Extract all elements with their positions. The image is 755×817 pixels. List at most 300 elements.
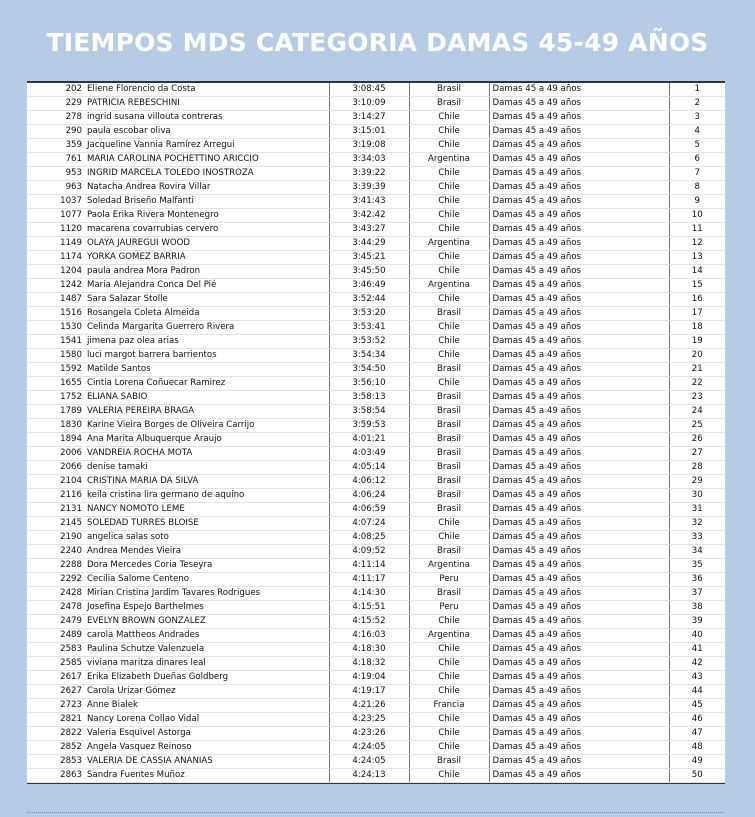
position-cell: 48 (669, 741, 725, 755)
finish-time-cell: 4:24:05 (329, 755, 409, 769)
country-cell: Chile (409, 195, 489, 209)
finish-time-cell: 3:53:52 (329, 335, 409, 349)
position-cell: 45 (669, 699, 725, 713)
country-cell: Chile (409, 727, 489, 741)
table-row (27, 349, 725, 363)
category-cell: Damas 45 a 49 años (489, 769, 669, 783)
country-cell: Brasil (409, 433, 489, 447)
table-row (27, 503, 725, 517)
table-row (27, 251, 725, 265)
category-cell: Damas 45 a 49 años (489, 615, 669, 629)
position-cell: 35 (669, 559, 725, 573)
country-cell: Chile (409, 293, 489, 307)
category-cell: Damas 45 a 49 años (489, 517, 669, 531)
position-cell: 38 (669, 601, 725, 615)
runner-name-cell: Angela Vasquez Reinoso (85, 741, 329, 755)
runner-name-cell: viviana maritza dinares leal (85, 657, 329, 671)
country-cell: Chile (409, 223, 489, 237)
table-row (27, 713, 725, 727)
runner-name-cell: ELIANA SABIO (85, 391, 329, 405)
position-cell: 40 (669, 629, 725, 643)
table-row (27, 601, 725, 615)
table-row (27, 475, 725, 489)
table-row (27, 139, 725, 153)
position-cell: 14 (669, 265, 725, 279)
country-cell: Brasil (409, 405, 489, 419)
runner-name-cell: Paola Erika Rivera Montenegro (85, 209, 329, 223)
country-cell: Brasil (409, 489, 489, 503)
position-cell: 15 (669, 279, 725, 293)
position-cell: 36 (669, 573, 725, 587)
bib-number-cell: 1830 (27, 419, 85, 433)
position-cell: 2 (669, 97, 725, 111)
finish-time-cell: 4:23:25 (329, 713, 409, 727)
bib-number-cell: 2478 (27, 601, 85, 615)
category-cell: Damas 45 a 49 años (489, 629, 669, 643)
finish-time-cell: 3:52:44 (329, 293, 409, 307)
country-cell: Brasil (409, 83, 489, 97)
table-row (27, 97, 725, 111)
country-cell: Chile (409, 167, 489, 181)
runner-name-cell: Sandra Fuentes Muñoz (85, 769, 329, 783)
category-cell: Damas 45 a 49 años (489, 531, 669, 545)
table-row (27, 461, 725, 475)
position-cell: 42 (669, 657, 725, 671)
runner-name-cell: Rosangela Coleta Almeida (85, 307, 329, 321)
country-cell: Argentina (409, 237, 489, 251)
finish-time-cell: 4:06:24 (329, 489, 409, 503)
runner-name-cell: Paulina Schutze Valenzuela (85, 643, 329, 657)
category-cell: Damas 45 a 49 años (489, 335, 669, 349)
finish-time-cell: 3:54:34 (329, 349, 409, 363)
position-cell: 39 (669, 615, 725, 629)
table-row (27, 489, 725, 503)
bib-number-cell: 2863 (27, 769, 85, 783)
table-row (27, 167, 725, 181)
bib-number-cell: 2116 (27, 489, 85, 503)
bib-number-cell: 1149 (27, 237, 85, 251)
country-cell: Peru (409, 573, 489, 587)
position-cell: 23 (669, 391, 725, 405)
finish-time-cell: 4:07:24 (329, 517, 409, 531)
category-cell: Damas 45 a 49 años (489, 573, 669, 587)
bib-number-cell: 2852 (27, 741, 85, 755)
table-row (27, 545, 725, 559)
country-cell: Chile (409, 349, 489, 363)
position-cell: 13 (669, 251, 725, 265)
results-sheet (27, 81, 725, 784)
finish-time-cell: 4:16:03 (329, 629, 409, 643)
runner-name-cell: Mirian Cristina Jardim Tavares Rodrigues (85, 587, 329, 601)
finish-time-cell: 4:11:14 (329, 559, 409, 573)
position-cell: 31 (669, 503, 725, 517)
category-cell: Damas 45 a 49 años (489, 489, 669, 503)
category-cell: Damas 45 a 49 años (489, 475, 669, 489)
bib-number-cell: 1487 (27, 293, 85, 307)
position-cell: 50 (669, 769, 725, 783)
runner-name-cell: Karine Vieira Borges de Oliveira Carrijo (85, 419, 329, 433)
bib-number-cell: 963 (27, 181, 85, 195)
category-cell: Damas 45 a 49 años (489, 223, 669, 237)
country-cell: Chile (409, 139, 489, 153)
bib-number-cell: 1752 (27, 391, 85, 405)
finish-time-cell: 4:03:49 (329, 447, 409, 461)
bib-number-cell: 2428 (27, 587, 85, 601)
finish-time-cell: 3:41:43 (329, 195, 409, 209)
bib-number-cell: 2131 (27, 503, 85, 517)
table-row (27, 769, 725, 783)
category-cell: Damas 45 a 49 años (489, 699, 669, 713)
country-cell: Argentina (409, 629, 489, 643)
position-cell: 17 (669, 307, 725, 321)
bib-number-cell: 2489 (27, 629, 85, 643)
country-cell: Brasil (409, 755, 489, 769)
table-row (27, 125, 725, 139)
finish-time-cell: 3:45:21 (329, 251, 409, 265)
country-cell: Chile (409, 111, 489, 125)
position-cell: 12 (669, 237, 725, 251)
runner-name-cell: SOLEDAD TURRES BLOISE (85, 517, 329, 531)
country-cell: Brasil (409, 363, 489, 377)
runner-name-cell: paula escobar oliva (85, 125, 329, 139)
runner-name-cell: Ana Marita Albuquerque Araujo (85, 433, 329, 447)
table-row (27, 83, 725, 97)
bib-number-cell: 2240 (27, 545, 85, 559)
category-cell: Damas 45 a 49 años (489, 713, 669, 727)
bib-number-cell: 1592 (27, 363, 85, 377)
bib-number-cell: 2288 (27, 559, 85, 573)
position-cell: 33 (669, 531, 725, 545)
table-row (27, 181, 725, 195)
bib-number-cell: 2723 (27, 699, 85, 713)
runner-name-cell: carola Mattheos Andrades (85, 629, 329, 643)
runner-name-cell: Valeria Esquivel Astorga (85, 727, 329, 741)
position-cell: 44 (669, 685, 725, 699)
category-cell: Damas 45 a 49 años (489, 251, 669, 265)
runner-name-cell: NANCY NOMOTO LEME (85, 503, 329, 517)
table-bottom-border (27, 783, 725, 784)
bib-number-cell: 1580 (27, 349, 85, 363)
runner-name-cell: YORKA GOMEZ BARRIA (85, 251, 329, 265)
bib-number-cell: 1077 (27, 209, 85, 223)
category-cell: Damas 45 a 49 años (489, 307, 669, 321)
runner-name-cell: denise tamaki (85, 461, 329, 475)
country-cell: Argentina (409, 153, 489, 167)
finish-time-cell: 4:24:13 (329, 769, 409, 783)
finish-time-cell: 4:11:17 (329, 573, 409, 587)
finish-time-cell: 3:19:08 (329, 139, 409, 153)
finish-time-cell: 4:18:32 (329, 657, 409, 671)
bib-number-cell: 2822 (27, 727, 85, 741)
finish-time-cell: 4:01:21 (329, 433, 409, 447)
category-cell: Damas 45 a 49 años (489, 755, 669, 769)
bib-number-cell: 1120 (27, 223, 85, 237)
table-row (27, 223, 725, 237)
bib-number-cell: 2821 (27, 713, 85, 727)
country-cell: Chile (409, 517, 489, 531)
country-cell: Brasil (409, 545, 489, 559)
table-row (27, 559, 725, 573)
table-row (27, 307, 725, 321)
position-cell: 5 (669, 139, 725, 153)
category-cell: Damas 45 a 49 años (489, 293, 669, 307)
category-cell: Damas 45 a 49 años (489, 377, 669, 391)
finish-time-cell: 4:06:12 (329, 475, 409, 489)
runner-name-cell: VALERIA DE CASSIA ANANIAS (85, 755, 329, 769)
category-cell: Damas 45 a 49 años (489, 181, 669, 195)
bib-number-cell: 1037 (27, 195, 85, 209)
finish-time-cell: 3:54:50 (329, 363, 409, 377)
country-cell: Brasil (409, 503, 489, 517)
runner-name-cell: Eliene Florencio da Costa (85, 83, 329, 97)
runner-name-cell: Cecilia Salome Centeno (85, 573, 329, 587)
table-row (27, 741, 725, 755)
position-cell: 43 (669, 671, 725, 685)
runner-name-cell: Jacqueline Vannia Ramírez Arregui (85, 139, 329, 153)
runner-name-cell: macarena covarrubias cervero (85, 223, 329, 237)
position-cell: 32 (669, 517, 725, 531)
table-row (27, 391, 725, 405)
table-row (27, 363, 725, 377)
position-cell: 19 (669, 335, 725, 349)
bib-number-cell: 229 (27, 97, 85, 111)
table-row (27, 531, 725, 545)
category-cell: Damas 45 a 49 años (489, 279, 669, 293)
finish-time-cell: 4:15:52 (329, 615, 409, 629)
finish-time-cell: 3:39:39 (329, 181, 409, 195)
runner-name-cell: Natacha Andrea Rovira Villar (85, 181, 329, 195)
runner-name-cell: jimena paz olea arias (85, 335, 329, 349)
category-cell: Damas 45 a 49 años (489, 405, 669, 419)
bib-number-cell: 2145 (27, 517, 85, 531)
country-cell: Chile (409, 713, 489, 727)
position-cell: 16 (669, 293, 725, 307)
finish-time-cell: 3:34:03 (329, 153, 409, 167)
runner-name-cell: angelica salas soto (85, 531, 329, 545)
bib-number-cell: 2190 (27, 531, 85, 545)
sheet-footer-edge (27, 812, 725, 817)
country-cell: Brasil (409, 587, 489, 601)
category-cell: Damas 45 a 49 años (489, 461, 669, 475)
category-cell: Damas 45 a 49 años (489, 601, 669, 615)
finish-time-cell: 3:58:13 (329, 391, 409, 405)
country-cell: Brasil (409, 475, 489, 489)
runner-name-cell: Carola Urizar Gómez (85, 685, 329, 699)
country-cell: Chile (409, 671, 489, 685)
table-row (27, 433, 725, 447)
runner-name-cell: Soledad Briseño Malfanti (85, 195, 329, 209)
runner-name-cell: Nancy Lorena Collao Vidal (85, 713, 329, 727)
bib-number-cell: 202 (27, 83, 85, 97)
bib-number-cell: 2104 (27, 475, 85, 489)
table-row (27, 755, 725, 769)
table-row (27, 657, 725, 671)
category-cell: Damas 45 a 49 años (489, 83, 669, 97)
runner-name-cell: paula andrea Mora Padron (85, 265, 329, 279)
country-cell: Brasil (409, 391, 489, 405)
position-cell: 9 (669, 195, 725, 209)
runner-name-cell: Cintia Lorena Coñuecar Ramirez (85, 377, 329, 391)
finish-time-cell: 3:39:22 (329, 167, 409, 181)
results-table (27, 83, 725, 783)
position-cell: 37 (669, 587, 725, 601)
country-cell: Chile (409, 265, 489, 279)
runner-name-cell: Sara Salazar Stolle (85, 293, 329, 307)
bib-number-cell: 359 (27, 139, 85, 153)
finish-time-cell: 3:14:27 (329, 111, 409, 125)
finish-time-cell: 4:24:05 (329, 741, 409, 755)
table-row (27, 405, 725, 419)
category-cell: Damas 45 a 49 años (489, 685, 669, 699)
runner-name-cell: INGRID MARCELA TOLEDO INOSTROZA (85, 167, 329, 181)
finish-time-cell: 4:08:25 (329, 531, 409, 545)
bib-number-cell: 1789 (27, 405, 85, 419)
finish-time-cell: 4:06:59 (329, 503, 409, 517)
country-cell: Chile (409, 741, 489, 755)
bib-number-cell: 1541 (27, 335, 85, 349)
category-cell: Damas 45 a 49 años (489, 111, 669, 125)
bib-number-cell: 278 (27, 111, 85, 125)
finish-time-cell: 4:23:26 (329, 727, 409, 741)
finish-time-cell: 3:08:45 (329, 83, 409, 97)
table-row (27, 685, 725, 699)
finish-time-cell: 4:09:52 (329, 545, 409, 559)
table-row (27, 377, 725, 391)
runner-name-cell: luci margot barrera barrientos (85, 349, 329, 363)
position-cell: 18 (669, 321, 725, 335)
bib-number-cell: 2292 (27, 573, 85, 587)
runner-name-cell: Erika Elizabeth Dueñas Goldberg (85, 671, 329, 685)
finish-time-cell: 4:05:14 (329, 461, 409, 475)
country-cell: Chile (409, 643, 489, 657)
table-row (27, 517, 725, 531)
position-cell: 1 (669, 83, 725, 97)
position-cell: 24 (669, 405, 725, 419)
table-row (27, 629, 725, 643)
country-cell: Chile (409, 321, 489, 335)
bib-number-cell: 2006 (27, 447, 85, 461)
category-cell: Damas 45 a 49 años (489, 643, 669, 657)
position-cell: 28 (669, 461, 725, 475)
finish-time-cell: 3:43:27 (329, 223, 409, 237)
bib-number-cell: 2627 (27, 685, 85, 699)
country-cell: Chile (409, 685, 489, 699)
finish-time-cell: 3:15:01 (329, 125, 409, 139)
category-cell: Damas 45 a 49 años (489, 727, 669, 741)
runner-name-cell: ingrid susana villouta contreras (85, 111, 329, 125)
table-row (27, 195, 725, 209)
runner-name-cell: EVELYN BROWN GONZALEZ (85, 615, 329, 629)
table-row (27, 153, 725, 167)
table-row (27, 587, 725, 601)
table-row (27, 293, 725, 307)
table-row (27, 573, 725, 587)
position-cell: 21 (669, 363, 725, 377)
country-cell: Chile (409, 125, 489, 139)
country-cell: Chile (409, 531, 489, 545)
category-cell: Damas 45 a 49 años (489, 447, 669, 461)
category-cell: Damas 45 a 49 años (489, 139, 669, 153)
position-cell: 27 (669, 447, 725, 461)
position-cell: 8 (669, 181, 725, 195)
bib-number-cell: 290 (27, 125, 85, 139)
finish-time-cell: 3:46:49 (329, 279, 409, 293)
category-cell: Damas 45 a 49 años (489, 363, 669, 377)
position-cell: 4 (669, 125, 725, 139)
position-cell: 22 (669, 377, 725, 391)
bib-number-cell: 2583 (27, 643, 85, 657)
runner-name-cell: CRISTINA MARIA DA SILVA (85, 475, 329, 489)
table-row (27, 237, 725, 251)
bib-number-cell: 1174 (27, 251, 85, 265)
bib-number-cell: 953 (27, 167, 85, 181)
table-row (27, 111, 725, 125)
bib-number-cell: 1894 (27, 433, 85, 447)
bib-number-cell: 1204 (27, 265, 85, 279)
category-cell: Damas 45 a 49 años (489, 587, 669, 601)
position-cell: 30 (669, 489, 725, 503)
bib-number-cell: 761 (27, 153, 85, 167)
finish-time-cell: 4:19:17 (329, 685, 409, 699)
position-cell: 7 (669, 167, 725, 181)
country-cell: Chile (409, 377, 489, 391)
bib-number-cell: 1655 (27, 377, 85, 391)
finish-time-cell: 3:59:53 (329, 419, 409, 433)
category-cell: Damas 45 a 49 años (489, 167, 669, 181)
country-cell: Brasil (409, 419, 489, 433)
category-cell: Damas 45 a 49 años (489, 97, 669, 111)
position-cell: 3 (669, 111, 725, 125)
table-row (27, 279, 725, 293)
runner-name-cell: VANDREIA ROCHA MOTA (85, 447, 329, 461)
position-cell: 49 (669, 755, 725, 769)
table-row (27, 209, 725, 223)
bib-number-cell: 1242 (27, 279, 85, 293)
position-cell: 20 (669, 349, 725, 363)
country-cell: Chile (409, 251, 489, 265)
position-cell: 41 (669, 643, 725, 657)
finish-time-cell: 3:44:29 (329, 237, 409, 251)
finish-time-cell: 3:45:50 (329, 265, 409, 279)
country-cell: Argentina (409, 559, 489, 573)
results-table-body (27, 83, 725, 783)
position-cell: 25 (669, 419, 725, 433)
category-cell: Damas 45 a 49 años (489, 321, 669, 335)
finish-time-cell: 3:42:42 (329, 209, 409, 223)
table-row (27, 265, 725, 279)
category-cell: Damas 45 a 49 años (489, 741, 669, 755)
runner-name-cell: Anne Bialek (85, 699, 329, 713)
bib-number-cell: 2585 (27, 657, 85, 671)
table-row (27, 335, 725, 349)
bib-number-cell: 1530 (27, 321, 85, 335)
finish-time-cell: 4:14:30 (329, 587, 409, 601)
runner-name-cell: Josefina Espejo Barthelmes (85, 601, 329, 615)
runner-name-cell: keila cristina lira germano de aquino (85, 489, 329, 503)
runner-name-cell: Matilde Santos (85, 363, 329, 377)
country-cell: Brasil (409, 307, 489, 321)
country-cell: Francia (409, 699, 489, 713)
finish-time-cell: 3:53:20 (329, 307, 409, 321)
position-cell: 6 (669, 153, 725, 167)
finish-time-cell: 3:56:10 (329, 377, 409, 391)
category-cell: Damas 45 a 49 años (489, 265, 669, 279)
table-row (27, 615, 725, 629)
category-cell: Damas 45 a 49 años (489, 125, 669, 139)
table-row (27, 671, 725, 685)
category-cell: Damas 45 a 49 años (489, 545, 669, 559)
country-cell: Chile (409, 181, 489, 195)
